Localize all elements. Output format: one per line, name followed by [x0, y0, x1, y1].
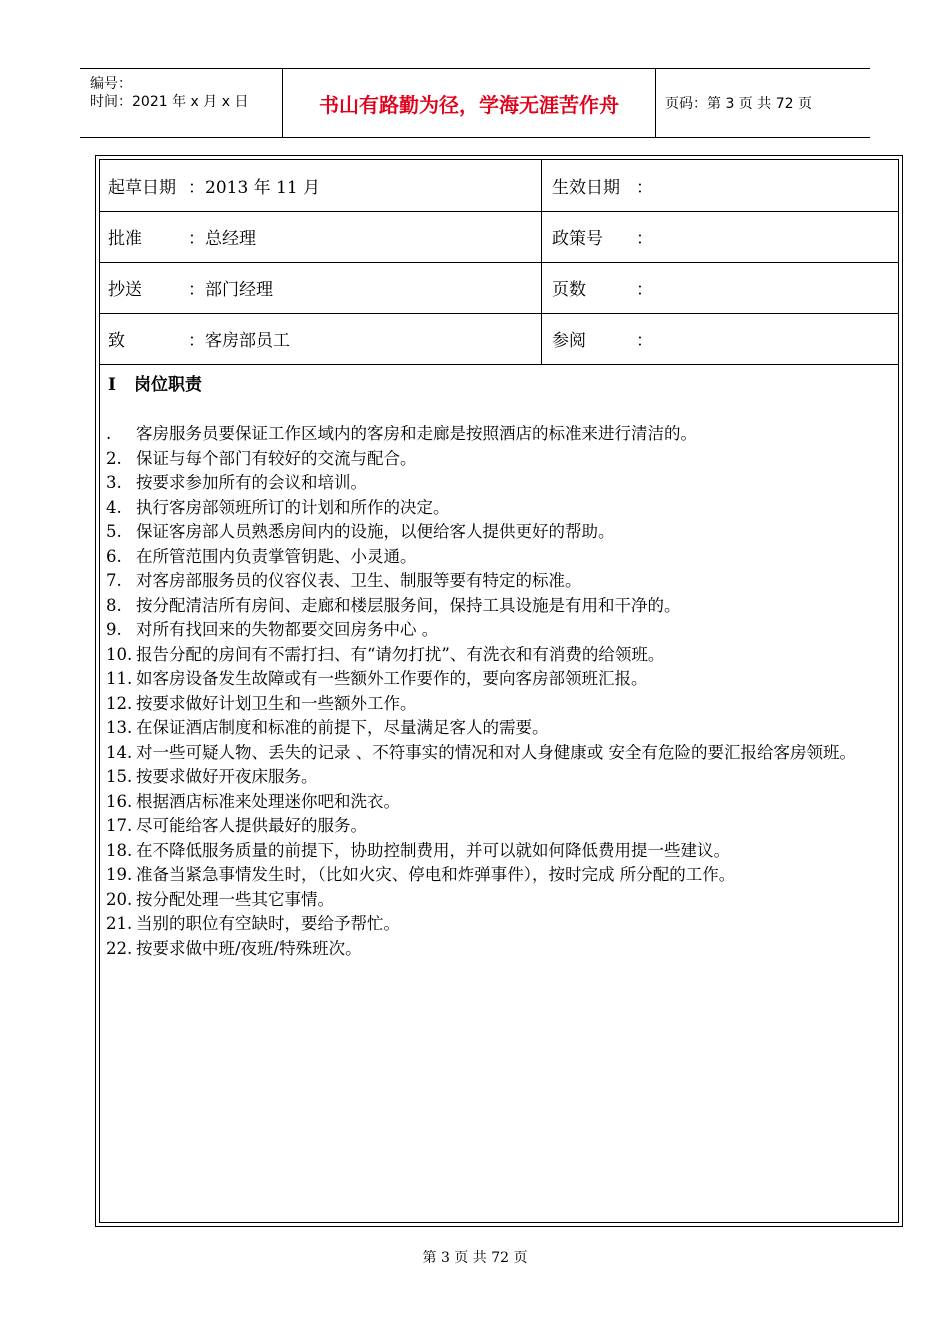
item-text: 按要求做中班/夜班/特殊班次。 — [136, 938, 362, 958]
list-item — [106, 814, 890, 839]
list-item — [106, 594, 890, 619]
meta-label: 起草日期 — [108, 178, 176, 198]
page-footer: 第 3 页 共 72 页 — [422, 1250, 528, 1266]
item-number: 16. — [106, 791, 133, 811]
item-text: 准备当紧急事情发生时，（比如火灾、停电和炸弹事件），按时完成 所分配的工作。 — [136, 865, 736, 884]
list-item — [106, 643, 890, 668]
item-text: 当别的职位有空缺时，要给予帮忙。 — [136, 914, 400, 933]
header-page-code: 页码：第 3 页 共 72 页 — [665, 96, 812, 112]
section-title: 岗位职责 — [134, 375, 202, 395]
item-text: 对客房部服务员的仪容仪表、卫生、制服等要有特定的标准。 — [136, 571, 582, 590]
item-number: 6. — [106, 546, 122, 566]
list-item — [106, 471, 890, 496]
meta-label: 抄送 — [108, 280, 142, 300]
list-item — [106, 888, 890, 913]
item-text: 按要求参加所有的会议和培训。 — [136, 473, 367, 492]
meta-label: 页数 — [552, 280, 586, 300]
item-number: 9. — [106, 620, 122, 639]
list-item — [106, 790, 890, 815]
list-item — [106, 839, 890, 864]
meta-value: ： — [636, 178, 653, 198]
item-text: 报告分配的房间有不需打扫、有“请勿打扰”、有洗衣和有消费的给领班。 — [136, 644, 665, 664]
meta-label: 批准 — [108, 229, 142, 249]
list-item — [106, 422, 890, 447]
item-number: 20. — [106, 889, 133, 909]
meta-value: ：部门经理 — [188, 280, 273, 300]
section-heading — [108, 370, 202, 395]
item-text: 保证客房部人员熟悉房间内的设施，以便给客人提供更好的帮助。 — [136, 522, 615, 541]
item-text: 如客房设备发生故障或有一些额外工作要作的，要向客房部领班汇报。 — [136, 669, 648, 688]
item-text: 按分配处理一些其它事情。 — [136, 889, 334, 909]
item-number: 8. — [106, 595, 122, 615]
item-text: 在不降低服务质量的前提下，协助控制费用，并可以就如何降低费用提一些建议。 — [136, 840, 730, 860]
column-divider — [541, 211, 542, 262]
column-divider — [541, 262, 542, 313]
meta-value: ：客房部员工 — [188, 331, 290, 351]
meta-value: ： — [636, 331, 653, 351]
list-item — [106, 545, 890, 570]
item-number: 4. — [106, 497, 122, 517]
item-number: 7. — [106, 571, 122, 590]
list-item — [106, 496, 890, 521]
list-item — [106, 692, 890, 717]
item-number: 11. — [106, 669, 133, 688]
section-number: I — [108, 375, 116, 395]
item-number: 13. — [106, 718, 133, 737]
page-header — [80, 68, 870, 138]
item-number: 22. — [106, 938, 133, 958]
item-text: 在保证酒店制度和标准的前提下，尽量满足客人的需要。 — [136, 718, 549, 737]
item-number: 14. — [106, 742, 133, 762]
list-item — [106, 716, 890, 741]
meta-row-recipient — [100, 313, 898, 365]
item-number: 18. — [106, 840, 133, 860]
item-number: . — [106, 424, 112, 443]
item-number: 19. — [106, 865, 133, 884]
policy-table — [99, 159, 899, 1223]
column-divider — [541, 313, 542, 364]
meta-value: ： — [636, 280, 653, 300]
meta-value: ： — [636, 229, 653, 249]
meta-value: ：2013 年 11 月 — [188, 178, 321, 198]
list-item — [106, 863, 890, 888]
column-divider — [541, 160, 542, 211]
list-item — [106, 618, 890, 643]
meta-label: 参阅 — [552, 331, 586, 351]
meta-row-approval — [100, 211, 898, 263]
meta-value: ：总经理 — [188, 229, 256, 249]
meta-row-draft-date — [100, 160, 898, 212]
header-motto: 书山有路勤为径，学海无涯苦作舟 — [282, 69, 656, 137]
list-item — [106, 937, 890, 962]
list-item — [106, 765, 890, 790]
list-item — [106, 667, 890, 692]
item-text: 尽可能给客人提供最好的服务。 — [136, 816, 367, 835]
item-text: 按分配清洁所有房间、走廊和楼层服务间，保持工具设施是有用和干净的。 — [136, 595, 681, 615]
list-item — [106, 741, 890, 766]
item-text: 根据酒店标准来处理迷你吧和洗衣。 — [136, 791, 400, 811]
item-number: 2. — [106, 448, 122, 468]
meta-label: 生效日期 — [552, 178, 620, 198]
list-item — [106, 912, 890, 937]
item-number: 15. — [106, 767, 133, 786]
item-text: 客房服务员要保证工作区域内的客房和走廊是按照酒店的标准来进行清洁的。 — [136, 424, 697, 443]
header-meta — [80, 69, 282, 137]
list-item — [106, 569, 890, 594]
meta-label: 政策号 — [552, 229, 603, 249]
meta-row-copy-to — [100, 262, 898, 314]
item-number: 17. — [106, 816, 133, 835]
meta-label: 致 — [108, 331, 125, 351]
item-text: 对一些可疑人物、丢失的记录 、不符事实的情况和对人身健康或 安全有危险的要汇报给客房领班。 — [136, 742, 856, 762]
document-time-label: 时间：2021 年 x 月 x 日 — [90, 94, 249, 110]
item-text: 对所有找回来的失物都要交回房务中心 。 — [136, 620, 439, 639]
item-text: 按要求做好计划卫生和一些额外工作。 — [136, 693, 417, 713]
item-text: 按要求做好开夜床服务。 — [136, 767, 318, 786]
list-item — [106, 520, 890, 545]
item-number: 12. — [106, 693, 133, 713]
list-item — [106, 447, 890, 472]
item-text: 保证与每个部门有较好的交流与配合。 — [136, 448, 417, 468]
item-number: 3. — [106, 473, 122, 492]
item-number: 5. — [106, 522, 122, 541]
item-text: 执行客房部领班所订的计划和所作的决定。 — [136, 497, 450, 517]
document-number-label: 编号： — [90, 76, 132, 92]
item-number: 21. — [106, 914, 133, 933]
item-number: 10. — [106, 644, 133, 664]
item-text: 在所管范围内负责掌管钥匙、小灵通。 — [136, 546, 417, 566]
duties-list — [106, 422, 890, 961]
